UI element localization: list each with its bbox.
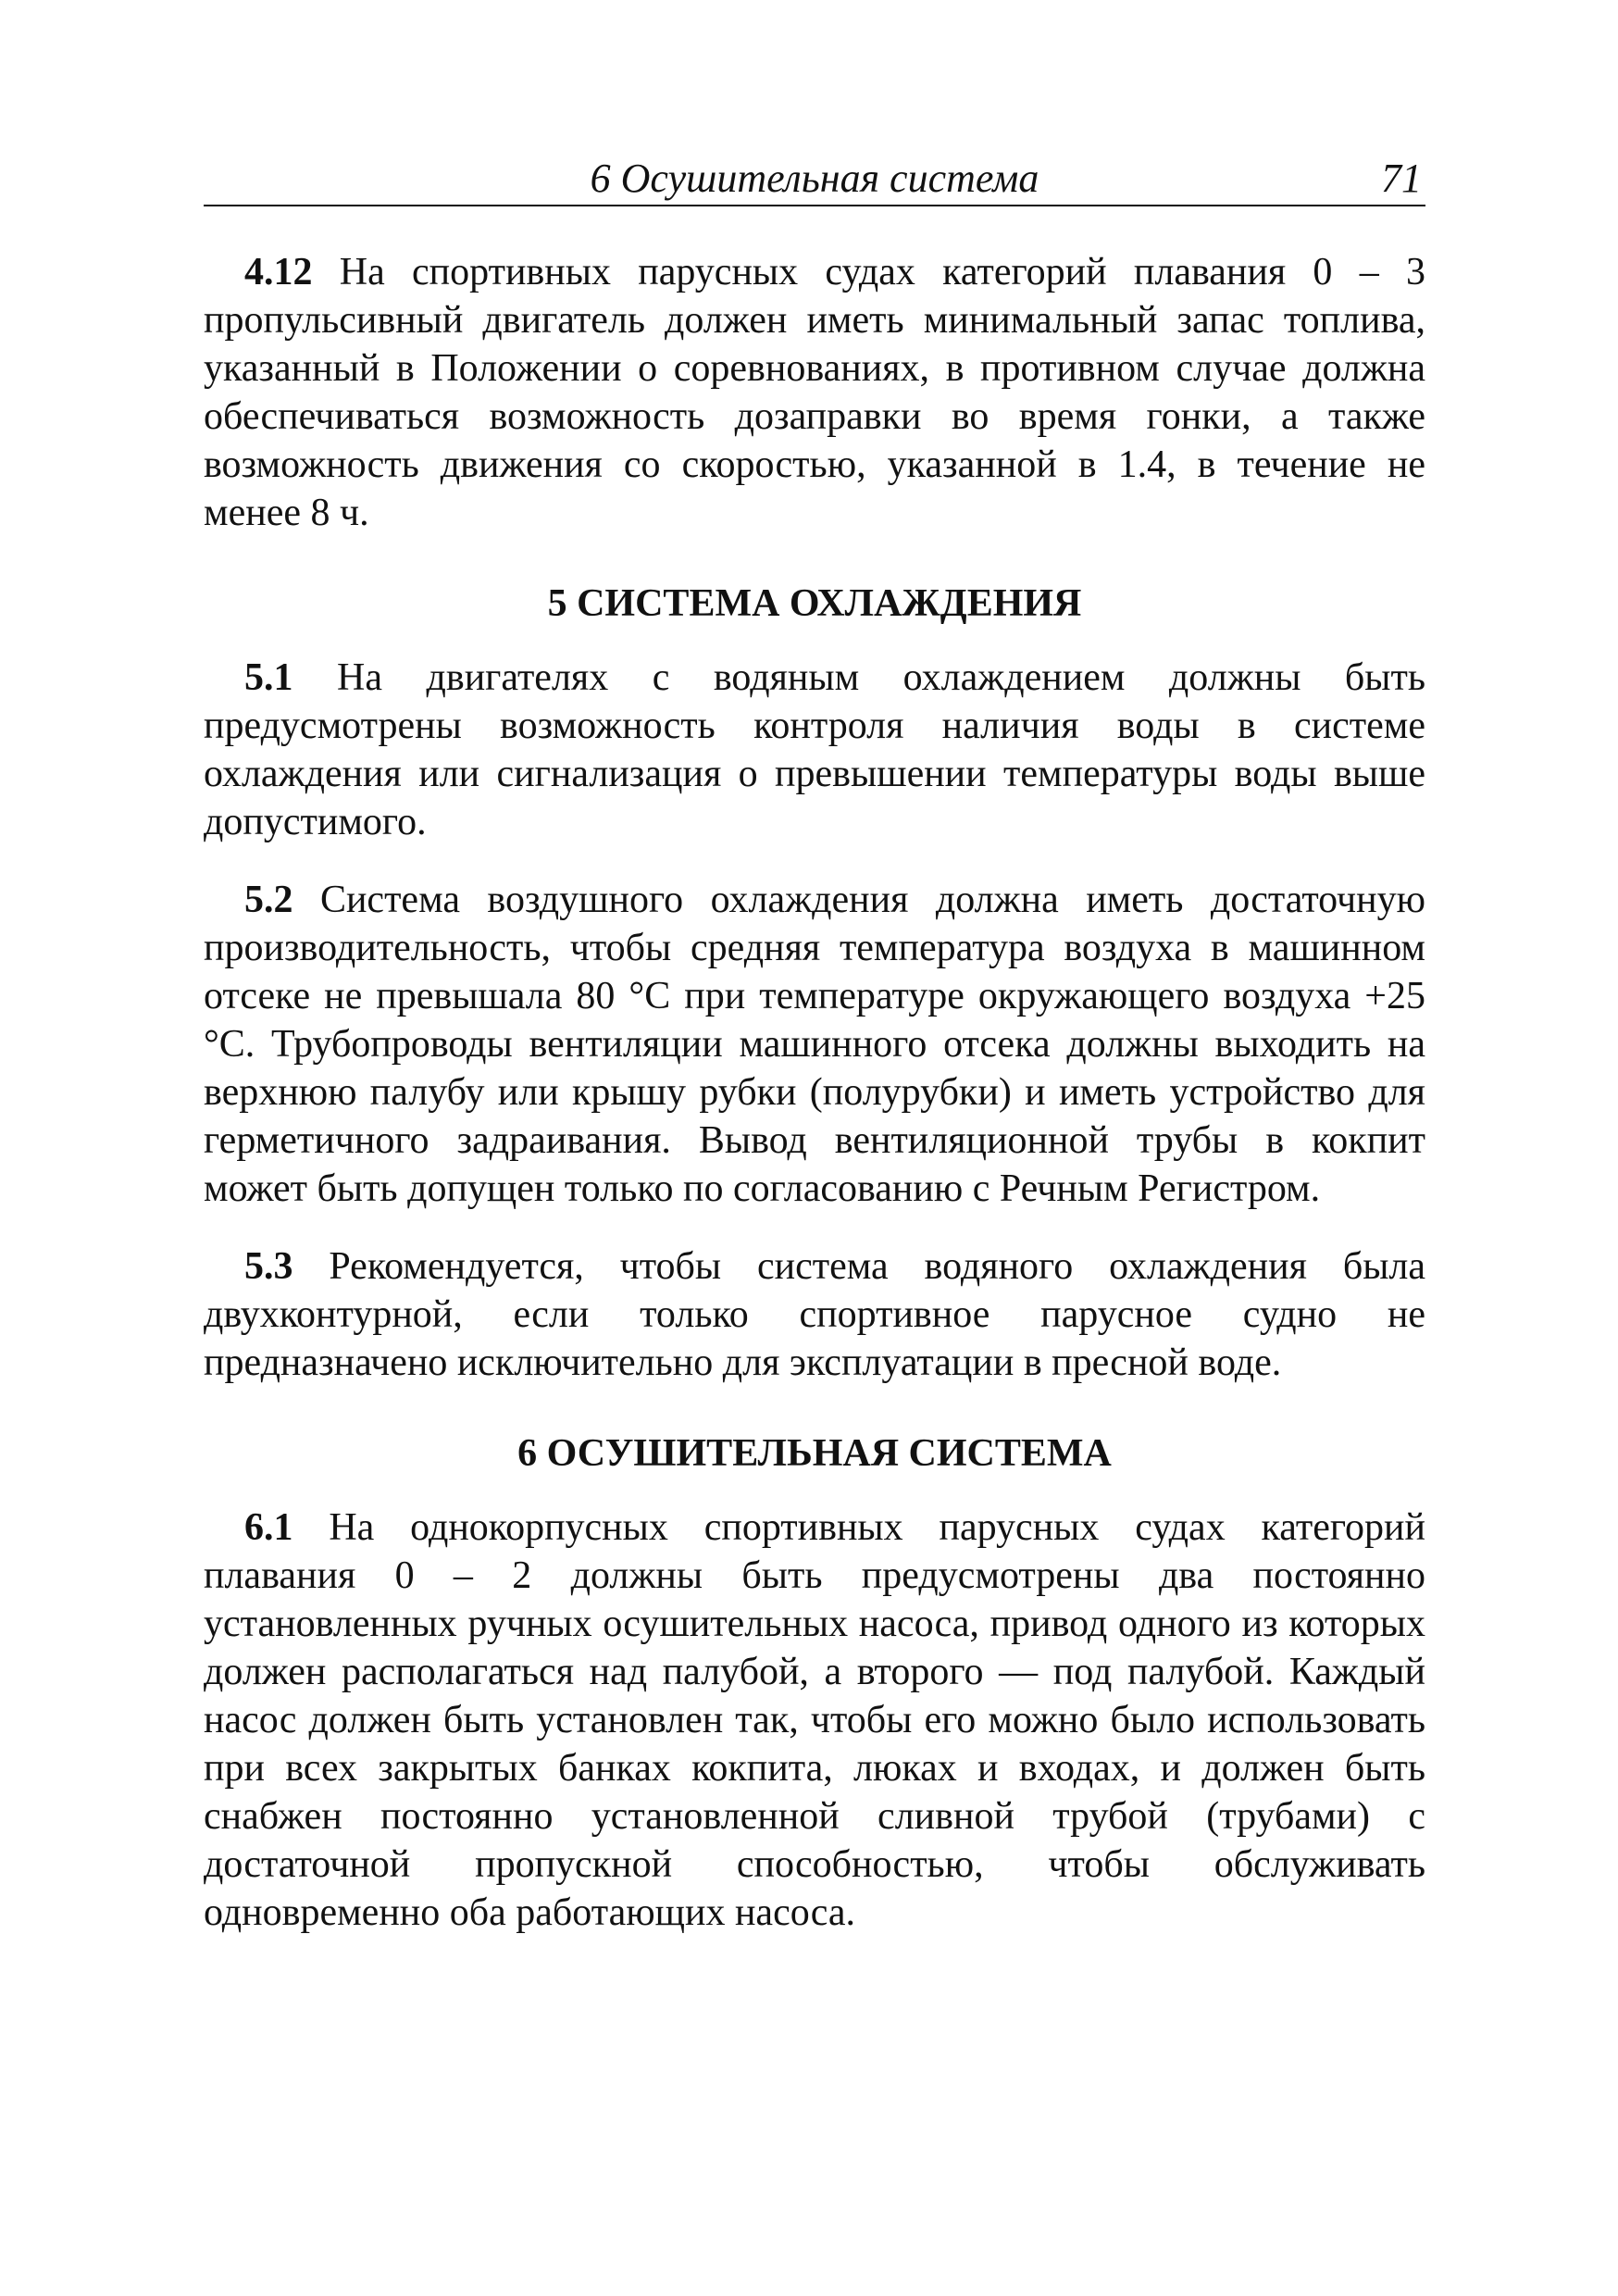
running-header — [204, 153, 1425, 206]
paragraph-text: На однокорпусных спортивных парусных судах категорий плавания 0 – 2 должны быть предусмотрены два постоянно установленных ручных осушительных насоса, привод одного из которых должен располагаться над палубой, а второго — под палубой. Каждый насос должен быть установлен так, чтобы его можно было использовать при всех закрытых банках кокпита, люках и входах, и должен быть снабжен постоянно установленной сливной трубой (трубами) с достаточной пропускной способностью, чтобы обслуживать одновременно оба работающих насоса. — [204, 1506, 1425, 1934]
running-header-title: 6 Осушительная система — [590, 156, 1039, 201]
paragraph-text: Рекомендуется, чтобы система водяного охлаждения была двухконтурной, если только спортивное парусное судно не предназначено исключительно для эксплуатации в пресной воде. — [204, 1245, 1426, 1384]
paragraph-number: 4.12 — [244, 251, 313, 293]
paragraph-4-12 — [204, 248, 1425, 537]
paragraph-6-1 — [204, 1504, 1425, 1937]
section-heading-cooling: 5 СИСТЕМА ОХЛАЖДЕНИЯ — [547, 582, 1082, 625]
paragraph-number: 5.3 — [244, 1245, 293, 1288]
page-number: 71 — [1381, 156, 1422, 201]
paragraph-number: 6.1 — [244, 1506, 293, 1549]
paragraph-text: На двигателях с водяным охлаждением должны быть предусмотрены возможность контроля наличия воды в системе охлаждения или сигнализация о превышении температуры воды выше допустимого. — [204, 656, 1426, 843]
paragraph-5-2 — [204, 876, 1425, 1213]
section-heading-bilge: 6 ОСУШИТЕЛЬНАЯ СИСТЕМА — [517, 1432, 1112, 1475]
paragraph-text: На спортивных парусных судах категорий плавания 0 – 3 пропульсивный двигатель должен иметь минимальный запас топлива, указанный в Положении о соревнованиях, в противном случае должна обеспечиваться возможность дозаправки во время гонки, а также возможность движения со скоростью, указанной в 1.4, в течение не менее 8 ч. — [204, 251, 1425, 534]
paragraph-5-3 — [204, 1242, 1425, 1387]
paragraph-number: 5.1 — [244, 656, 293, 699]
paragraph-5-1 — [204, 654, 1425, 846]
document-body — [204, 248, 1425, 1966]
paragraph-number: 5.2 — [244, 879, 293, 921]
paragraph-text: Система воздушного охлаждения должна иметь достаточную производительность, чтобы средняя температура воздуха в машинном отсеке не превышала 80 °С при температуре окружающего воздуха +25 °С. Трубопроводы вентиляции машинного отсека должны выходить на верхнюю палубу или крышу рубки (полурубки) и иметь устройство для герметичного задраивания. Вывод вентиляционной трубы в кокпит может быть допущен только по согласованию с Речным Регистром. — [204, 879, 1426, 1210]
